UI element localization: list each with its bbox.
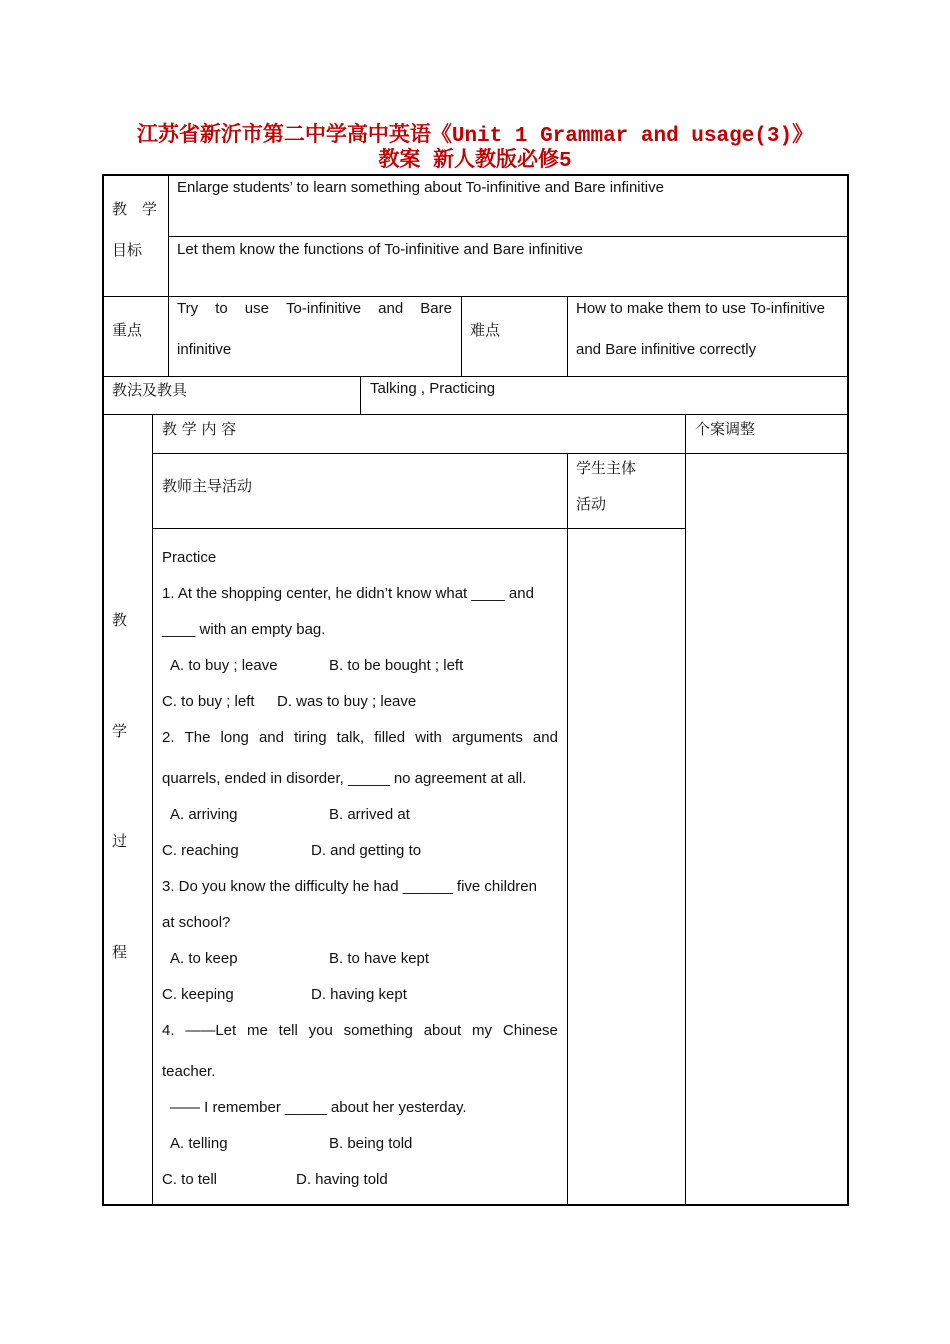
adjust-header: 个案调整 xyxy=(695,420,756,438)
word: about xyxy=(423,1022,462,1039)
word: and xyxy=(378,300,404,317)
question-2-option: B. arrived at xyxy=(329,806,410,823)
question-2-line: quarrels, ended in disorder, _____ no agreement at all. xyxy=(162,770,527,787)
word: 2. xyxy=(162,729,175,746)
objectives-label-bottom: 目标 xyxy=(112,241,143,259)
word: Bare xyxy=(420,300,452,317)
objective-line-2: Let them know the functions of To-infinitive and Bare infinitive xyxy=(177,241,583,258)
word: me xyxy=(247,1022,268,1039)
methods-value: Talking , Practicing xyxy=(370,380,496,397)
question-4-line: —— I remember _____ about her yesterday. xyxy=(170,1099,467,1116)
key-points-line-1 xyxy=(177,299,452,319)
question-1-line: 1. At the shopping center, he didn’t know what ____ and xyxy=(162,585,534,602)
word: talk, xyxy=(336,729,365,746)
process-side-char: 教 xyxy=(112,611,128,629)
student-activity-header-line2: 活动 xyxy=(576,495,607,513)
document-title-line1: 江苏省新沂市第二中学高中英语《Unit 1 Grammar and usage(3)》 xyxy=(136,125,814,148)
difficulty-line-1: How to make them to use To-infinitive xyxy=(576,300,826,317)
table-border-left xyxy=(102,174,104,1206)
word: filled xyxy=(374,729,406,746)
objective-line-1: Enlarge students’ to learn something about To-infinitive and Bare infinitive xyxy=(177,179,664,196)
col-divider xyxy=(360,376,361,415)
difficulty-label: 难点 xyxy=(470,321,501,339)
col-divider xyxy=(567,296,568,377)
process-side-char: 程 xyxy=(112,943,128,961)
col-divider xyxy=(461,296,462,377)
question-4-option: B. being told xyxy=(329,1135,413,1152)
word: To-infinitive xyxy=(286,300,362,317)
word: tell xyxy=(278,1022,298,1039)
col-divider xyxy=(685,414,686,1205)
row-divider xyxy=(152,528,685,529)
student-activity-header-line1: 学生主体 xyxy=(576,459,637,477)
question-1-option: C. to buy ; left xyxy=(162,693,255,710)
word: The xyxy=(184,729,211,746)
word: ——Let xyxy=(185,1022,237,1039)
word: long xyxy=(220,729,249,746)
question-4-line: teacher. xyxy=(162,1063,216,1080)
word: to xyxy=(215,300,228,317)
question-3-option: C. keeping xyxy=(162,986,234,1003)
question-3-option: A. to keep xyxy=(170,950,238,967)
difficulty-line-2: and Bare infinitive correctly xyxy=(576,341,757,358)
question-4-option: A. telling xyxy=(170,1135,228,1152)
word: Chinese xyxy=(502,1022,558,1039)
question-3-line: at school? xyxy=(162,914,231,931)
question-1-option: B. to be bought ; left xyxy=(329,657,464,674)
question-2-option: A. arriving xyxy=(170,806,238,823)
col-divider xyxy=(567,453,568,1205)
row-divider xyxy=(102,414,849,415)
word: Try xyxy=(177,300,199,317)
methods-label: 教法及教具 xyxy=(112,381,188,399)
table-border-top xyxy=(102,174,849,176)
table-border-right xyxy=(847,174,849,1206)
col-divider xyxy=(152,414,153,1205)
word: 4. xyxy=(162,1022,175,1039)
key-points-label: 重点 xyxy=(112,321,143,339)
question-2-line-1 xyxy=(162,728,558,748)
question-4-option: C. to tell xyxy=(162,1171,218,1188)
question-2-option: D. and getting to xyxy=(311,842,422,859)
word: and xyxy=(258,729,284,746)
question-1-option: A. to buy ; leave xyxy=(170,657,278,674)
row-divider xyxy=(168,236,848,237)
row-divider xyxy=(102,376,849,377)
word: my xyxy=(472,1022,493,1039)
row-divider xyxy=(152,453,848,454)
question-3-line: 3. Do you know the difficulty he had ______ five children xyxy=(162,878,537,895)
word: use xyxy=(244,300,269,317)
objectives-label-top: 教 学 xyxy=(112,200,158,218)
word: something xyxy=(343,1022,413,1039)
question-3-option: D. having kept xyxy=(311,986,407,1003)
word: and xyxy=(532,729,558,746)
content-header: 教 学 内 容 xyxy=(162,420,237,438)
word: you xyxy=(308,1022,333,1039)
question-1-line: ____ with an empty bag. xyxy=(162,621,326,638)
col-divider xyxy=(168,174,169,377)
word: arguments xyxy=(451,729,523,746)
process-side-char: 学 xyxy=(112,722,128,740)
word: with xyxy=(415,729,442,746)
question-1-option: D. was to buy ; leave xyxy=(277,693,417,710)
word: tiring xyxy=(294,729,327,746)
document-title-line2: 教案 新人教版必修5 xyxy=(378,150,572,173)
key-points-line-2: infinitive xyxy=(177,341,232,358)
table-border-bottom xyxy=(102,1204,849,1206)
question-4-line-1 xyxy=(162,1021,558,1041)
practice-title: Practice xyxy=(162,549,217,566)
teacher-activity-header: 教师主导活动 xyxy=(162,477,253,495)
question-4-option: D. having told xyxy=(296,1171,388,1188)
row-divider xyxy=(102,296,849,297)
process-side-char: 过 xyxy=(112,832,128,850)
question-3-option: B. to have kept xyxy=(329,950,430,967)
question-2-option: C. reaching xyxy=(162,842,239,859)
